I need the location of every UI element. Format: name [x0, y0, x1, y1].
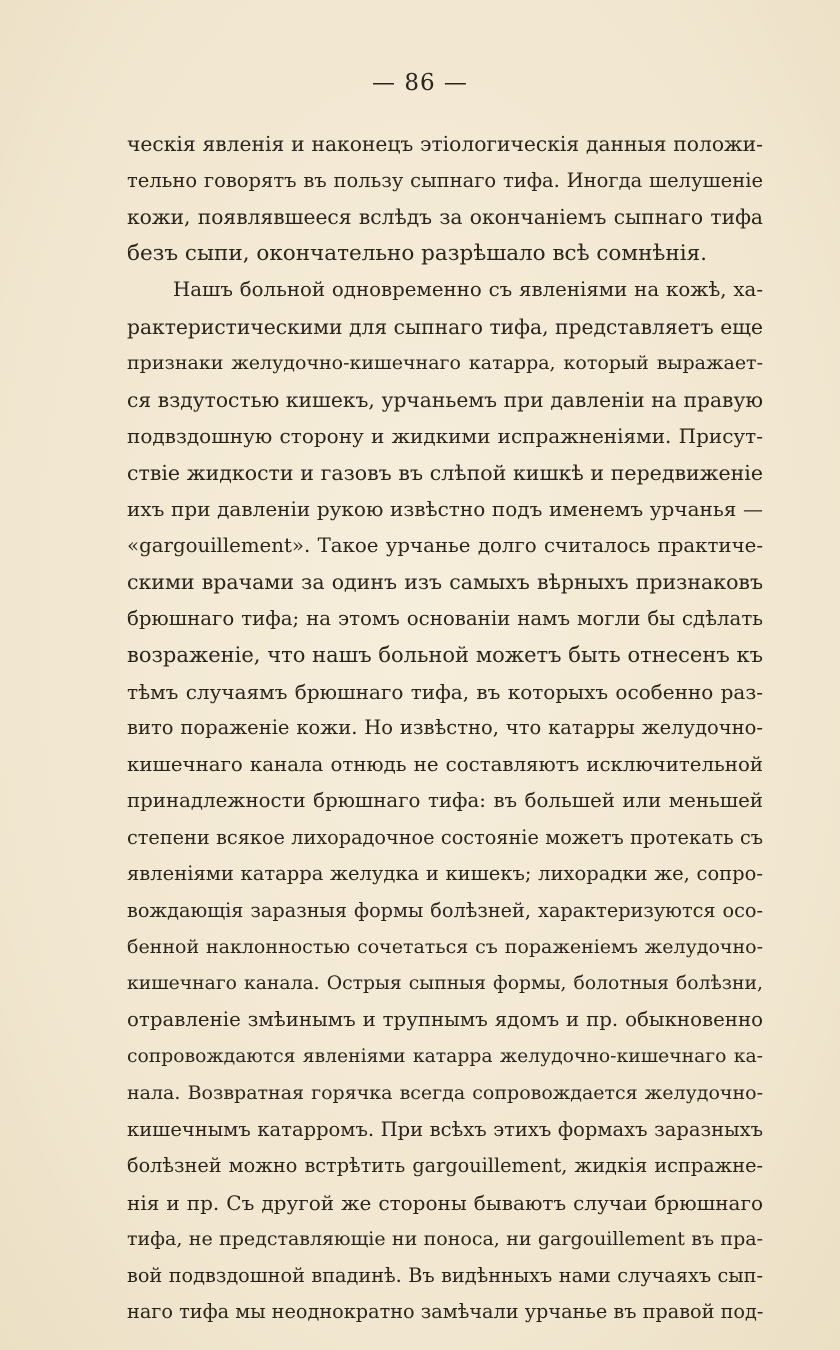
text-line: безъ сыпи, окончательно разрѣшало всѣ сомнѣнія.	[127, 240, 707, 266]
text-line: кишечнаго канала. Острыя сыпныя формы, болотныя болѣзни,	[127, 972, 763, 994]
text-line: нала. Возвратная горячка всегда сопровождается желудочно-	[127, 1082, 763, 1104]
body-text	[127, 126, 763, 1331]
text-line: подвздошную сторону и жидкими испражненіями. Присут-	[127, 424, 763, 448]
text-line: степени всякое лихорадочное состояніе можетъ протекать съ	[127, 825, 763, 849]
text-line: скими врачами за одинъ изъ самыхъ вѣрныхъ признаковъ	[127, 570, 763, 594]
text-line: Нашъ больной одновременно съ явленіями на кожѣ, ха-	[173, 278, 763, 301]
text-line: брюшнаго тифа; на этомъ основаніи намъ могли бы сдѣлать	[127, 606, 763, 630]
text-line: сопровождаются явленіями катарра желудочно-кишечнаго ка-	[127, 1045, 763, 1067]
text-line: тифа, не представляющіе ни поноса, ни gargouillement въ пра-	[127, 1228, 763, 1250]
text-line: бенной наклонностью сочетаться съ пораженіемъ желудочно-	[127, 936, 763, 958]
text-line: кожи, появлявшееся вслѣдъ за окончаніемъ сыпнаго тифа	[127, 205, 763, 229]
text-line: признаки желудочно-кишечнаго катарра, который выражает-	[127, 352, 763, 374]
text-line: кишечнымъ катарромъ. При всѣхъ этихъ формахъ заразныхъ	[127, 1117, 763, 1141]
text-line: нія и пр. Съ другой же стороны бываютъ случаи брюшнаго	[127, 1190, 763, 1215]
text-line: явленіями катарра желудка и кишекъ; лихорадки же, сопро-	[127, 862, 763, 885]
text-line: ихъ при давленіи рукою извѣстно подъ именемъ урчанья —	[127, 497, 763, 521]
text-line: отравленіе змѣинымъ и трупнымъ ядомъ и пр. обыкновенно	[127, 1008, 763, 1031]
text-line: принадлежности брюшнаго тифа: въ большей или меньшей	[127, 789, 763, 812]
text-line: наго тифа мы неоднократно замѣчали урчанье въ правой под-	[127, 1300, 764, 1323]
text-line: вой подвздошной впадинѣ. Въ видѣнныхъ нами случаяхъ сып-	[127, 1263, 763, 1287]
text-line: вито пораженіе кожи. Но извѣстно, что катарры желудочно-	[127, 716, 763, 739]
text-line: ческія явленія и наконецъ этіологическія данныя положи-	[127, 132, 763, 156]
text-line: тѣмъ случаямъ брюшнаго тифа, въ которыхъ особенно раз-	[127, 679, 763, 704]
page-number: — 86 —	[372, 70, 468, 96]
text-line: кишечнаго канала отнюдь не составляютъ исключительной	[127, 752, 763, 776]
text-line: рактеристическими для сыпнаго тифа, представляетъ еще	[127, 314, 763, 339]
text-line: вождающія заразныя формы болѣзней, характеризуются осо-	[127, 898, 763, 922]
text-line: болѣзней можно встрѣтить gargouillement, жидкія испражне-	[127, 1154, 763, 1177]
text-line: ся вздутостью кишекъ, урчаньемъ при давленіи на правую	[127, 387, 763, 412]
text-line: «gargouillement». Такое урчанье долго считалось практиче-	[127, 533, 763, 557]
text-line: ствіе жидкости и газовъ въ слѣпой кишкѣ и передвиженіе	[127, 460, 763, 485]
text-line: тельно говорятъ въ пользу сыпнаго тифа. Иногда шелушеніе	[127, 168, 763, 192]
text-line: возраженіе, что нашъ больной можетъ быть отнесенъ къ	[127, 643, 763, 667]
